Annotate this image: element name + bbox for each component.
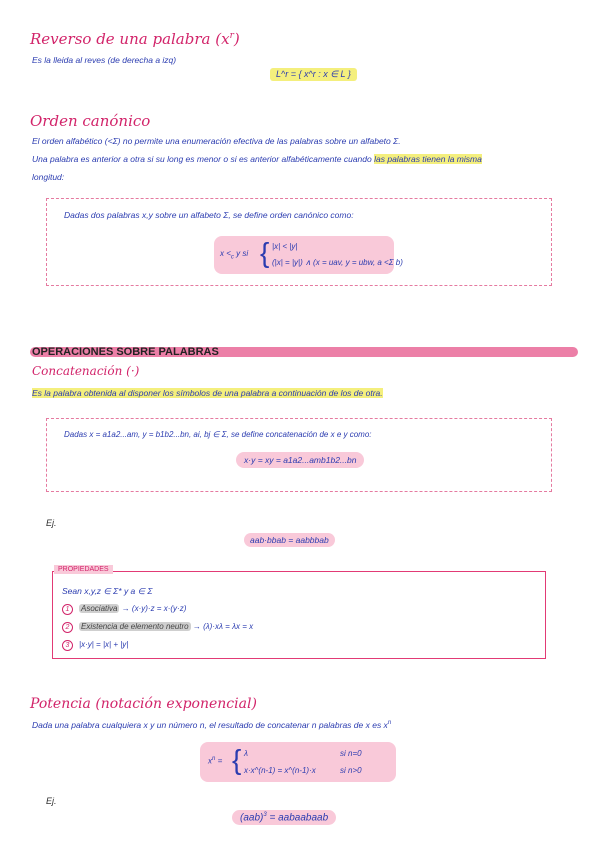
reverso-title-close: ) [233, 30, 240, 48]
potencia-case1-cond: si n=0 [340, 749, 362, 758]
orden-formula-sub: c [230, 254, 234, 261]
potencia-ej-result: = aabaabaab [266, 812, 329, 824]
potencia-desc-text: Dada una palabra cualquiera x y un número n, el resultado de concatenar n palabras de x es x [32, 720, 388, 730]
prop-3-num: 3 [62, 640, 73, 651]
potencia-lhs: $x^n$ = [208, 756, 223, 766]
potencia-formula [200, 742, 396, 782]
orden-line2-b: las palabras tienen la misma [374, 154, 482, 164]
prop-1-rule: → (x·y)·z = x·(y·z) [121, 604, 187, 613]
concat-box-text: Dadas x = a1a2...am, y = b1b2...bn, ai, bj ∈ Σ, se define concatenación de x e y como: [64, 430, 372, 439]
orden-formula-y: y si [236, 249, 249, 258]
orden-box-text: Dadas dos palabras x,y sobre un alfabeto Σ, se define orden canónico como: [64, 210, 354, 220]
prop-1-name: Asociativa [81, 604, 118, 613]
prop-2-num: 2 [62, 622, 73, 633]
concat-ej-label: Ej. [46, 518, 57, 528]
reverso-title-text: Reverso de una palabra (x [30, 30, 230, 48]
potencia-desc [32, 720, 391, 730]
orden-formula-x: x < [220, 249, 231, 258]
prop-3 [62, 640, 128, 651]
potencia-brace: { [232, 744, 242, 775]
prop-1-num: 1 [62, 604, 73, 615]
potencia-ej-formula [232, 810, 336, 825]
reverso-title [30, 30, 240, 48]
orden-line1: El orden alfabético (<Σ) no permite una enumeración efectiva de las palabras sobre un alfabeto Σ. [32, 136, 401, 146]
orden-formula-lhs [220, 249, 248, 261]
concat-desc-text: Es la palabra obtenida al disponer los símbolos de una palabra a continuación de los de otra. [32, 388, 383, 398]
prop-2 [62, 622, 253, 633]
orden-case1: |x| < |y| [272, 242, 298, 251]
potencia-case1-val: λ [244, 749, 248, 758]
potencia-ej-base: (aab) [240, 812, 264, 824]
orden-formula [214, 236, 403, 274]
potencia-ej-label: Ej. [46, 796, 57, 806]
props-label: PROPIEDADES [54, 565, 113, 574]
concat-title: Concatenación (·) [32, 364, 140, 378]
reverso-title-sup: r [229, 31, 234, 41]
concat-ej-formula: aab·bbab = aabbbab [244, 533, 335, 547]
props-intro: Sean x,y,z ∈ Σ* y a ∈ Σ [62, 586, 153, 596]
potencia-case2-val: x·x^(n-1) = x^(n-1)·x [244, 766, 316, 775]
reverso-desc: Es la lleida al reves (de derecha a izq) [32, 55, 177, 65]
orden-case2: (|x| = |y|) ∧ (x = uav, y = ubw, a <Σ b) [272, 258, 403, 267]
prop-2-name: Existencia de elemento neutro [81, 622, 189, 631]
concat-formula: x·y = xy = a1a2...amb1b2...bn [236, 452, 364, 468]
orden-formula-brace: { [260, 237, 270, 268]
orden-line3: longitud: [32, 172, 65, 182]
potencia-ej-sup: 3 [263, 812, 267, 818]
prop-1 [62, 604, 186, 615]
concat-desc [32, 388, 383, 398]
potencia-title: Potencia (notación exponencial) [30, 696, 257, 712]
orden-title: Orden canónico [30, 112, 151, 130]
section-title: OPERACIONES SOBRE PALABRAS [32, 346, 219, 358]
potencia-desc-sup: n [387, 720, 392, 727]
potencia-lhs-x: x [208, 756, 212, 766]
reverso-formula: L^r = { x^r : x ∈ L } [270, 68, 357, 81]
orden-line2-a: Una palabra es anterior a otra si su long es menor o si es anterior alfabéticamente cuando [32, 154, 372, 164]
potencia-lhs-sup: n [212, 756, 216, 762]
prop-3-rule: |x·y| = |x| + |y| [79, 640, 129, 649]
orden-line2 [32, 154, 482, 164]
prop-2-rule: → (λ)·xλ = λx = x [192, 622, 254, 631]
potencia-case2-cond: si n>0 [340, 766, 362, 775]
